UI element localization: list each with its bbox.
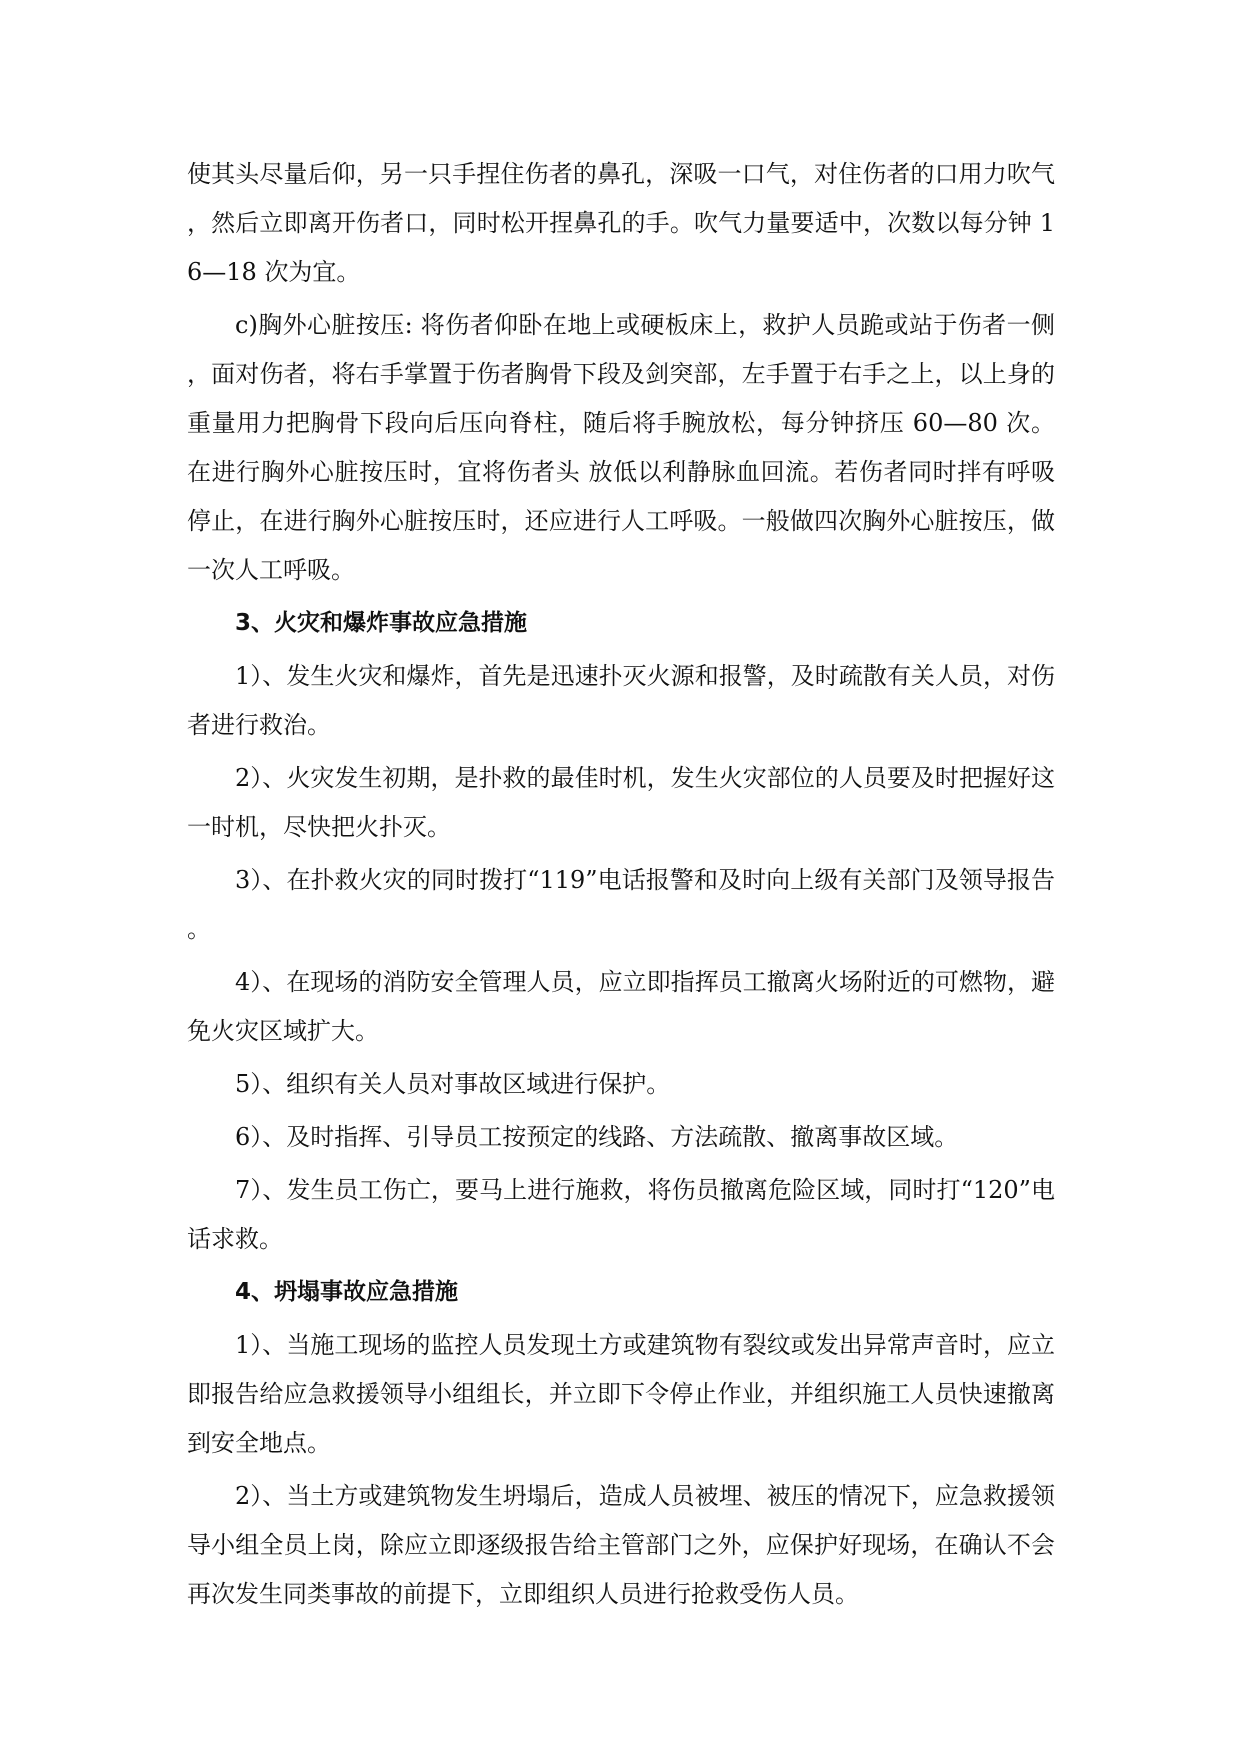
paragraph-collapse-item-2: 2）、当土方或建筑物发生坍塌后，造成人员被埋、被压的情况下，应急救援领导小组全员上岗，除应立即逐级报告给主管部门之外，应保护好现场，在确认不会再次发生同类事故的前提下，立即组织人员进行抢救受伤人员。 bbox=[187, 1482, 1055, 1608]
section-heading-fire-explosion: 3、火灾和爆炸事故应急措施 bbox=[235, 610, 528, 636]
paragraph-chest-compression: c)胸外心脏按压: 将伤者仰卧在地上或硬板床上，救护人员跪或站于伤者一侧，面对伤者，将右手掌置于伤者胸骨下段及剑突部，左手置于右手之上，以上身的重量用力把胸骨下段向后压向脊柱，随后将手腕放松，每分钟挤压 60—80 次。在进行胸外心脏按压时，宜将伤者头 放低以利静脉血回流。若伤者同时拌有呼吸停止，在进行胸外心脏按压时，还应进行人工呼吸。一般做四次胸外心脏按压，做一次人工呼吸。 bbox=[187, 311, 1055, 584]
paragraph-fire-item-3: 3）、在扑救火灾的同时拨打“119”电话报警和及时向上级有关部门及领导报告。 bbox=[187, 866, 1055, 943]
paragraph-fire-item-5: 5）、组织有关人员对事故区域进行保护。 bbox=[235, 1070, 671, 1098]
section-heading-collapse: 4、坍塌事故应急措施 bbox=[235, 1279, 459, 1305]
paragraph-fire-item-1: 1）、发生火灾和爆炸，首先是迅速扑灭火源和报警，及时疏散有关人员，对伤者进行救治。 bbox=[187, 662, 1055, 739]
paragraph-collapse-item-1: 1）、当施工现场的监控人员发现土方或建筑物有裂纹或发出异常声音时，应立即报告给应急救援领导小组组长，并立即下令停止作业，并组织施工人员快速撤离到安全地点。 bbox=[187, 1331, 1055, 1457]
paragraph-fire-item-4: 4）、在现场的消防安全管理人员，应立即指挥员工撤离火场附近的可燃物，避免火灾区域扩大。 bbox=[187, 968, 1055, 1045]
paragraph-artificial-respiration-continued: 使其头尽量后仰，另一只手捏住伤者的鼻孔，深吸一口气，对住伤者的口用力吹气，然后立即离开伤者口，同时松开捏鼻孔的手。吹气力量要适中，次数以每分钟 16—18 次为宜。 bbox=[187, 160, 1055, 286]
document-body bbox=[187, 150, 1055, 1619]
paragraph-fire-item-2: 2）、火灾发生初期，是扑救的最佳时机，发生火灾部位的人员要及时把握好这一时机，尽快把火扑灭。 bbox=[187, 764, 1055, 841]
paragraph-fire-item-7: 7）、发生员工伤亡，要马上进行施救，将伤员撤离危险区域，同时打“120”电话求救。 bbox=[187, 1176, 1055, 1253]
paragraph-fire-item-6: 6）、及时指挥、引导员工按预定的线路、方法疏散、撤离事故区域。 bbox=[235, 1123, 959, 1151]
